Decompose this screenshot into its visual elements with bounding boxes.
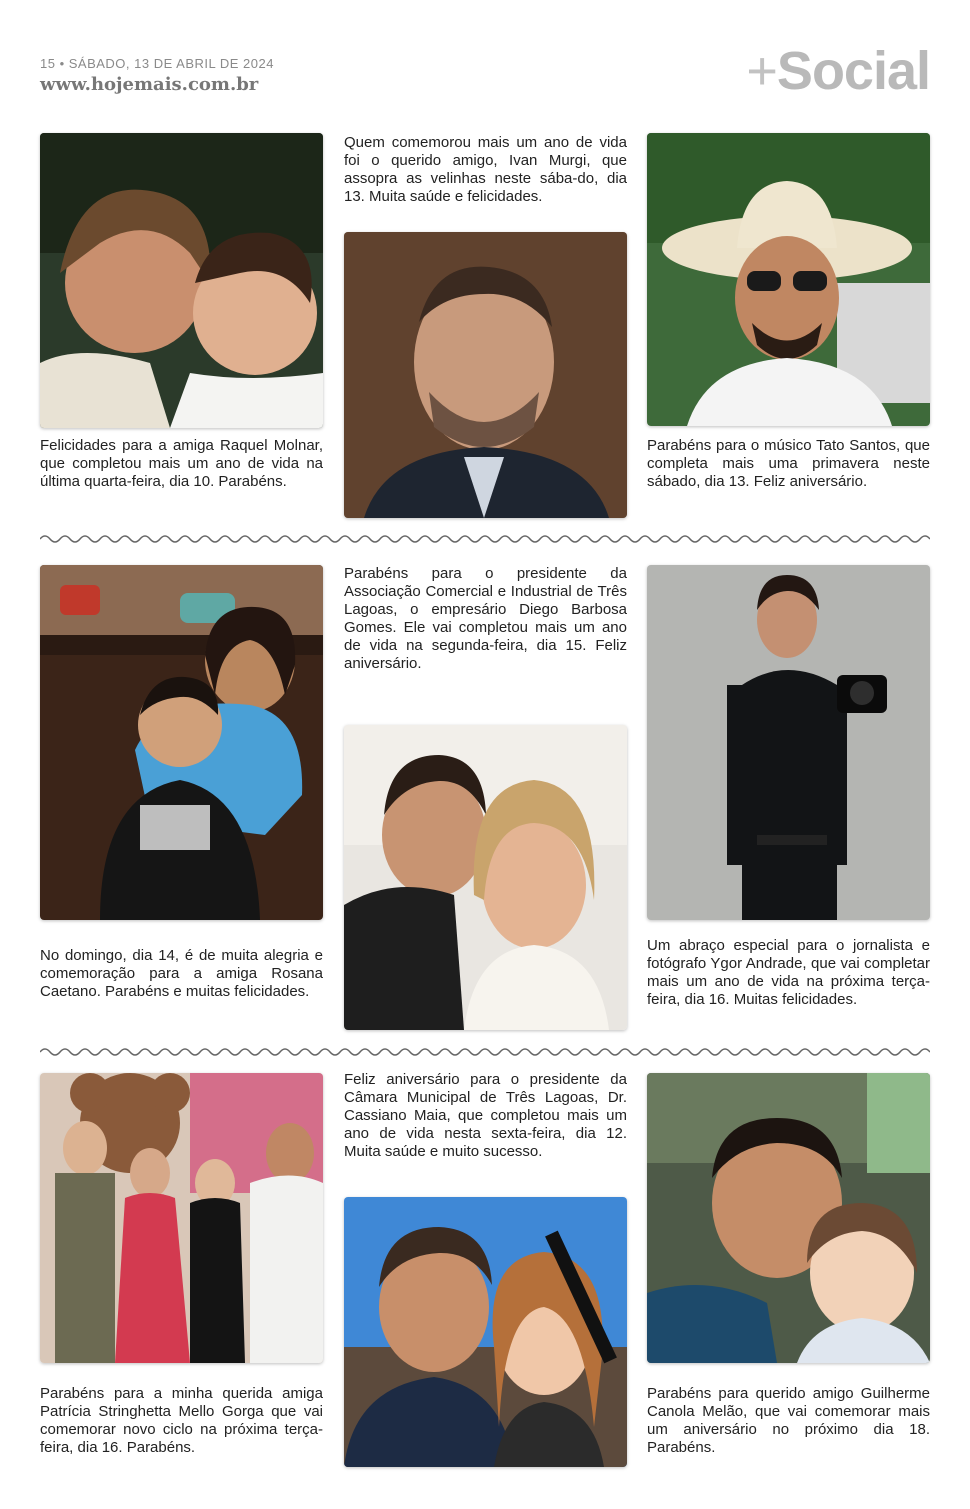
page-date-line: 15 • SÁBADO, 13 DE ABRIL DE 2024 (40, 56, 274, 71)
caption-patricia-gorga: Parabéns para a minha querida amiga Patrícia Stringhetta Mello Gorga que vai comemorar novo ciclo na próxima terça-feira, dia 16. Parabéns. (40, 1385, 323, 1456)
section-logo (746, 40, 930, 102)
caption-rosana-caetano: No domingo, dia 14, é de muita alegria e comemoração para a amiga Rosana Caetano. Parabéns e muitas felicidades. (40, 947, 323, 1000)
photo-rosana-caetano (40, 565, 323, 920)
photo-ivan-murgi (344, 232, 627, 518)
caption-cassiano-maia: Feliz aniversário para o presidente da Câmara Municipal de Três Lagoas, Dr. Cassiano Maia, que completou mais um ano de vida nesta sexta-feira, dia 12. Muita saúde e muito sucesso. (344, 1071, 627, 1160)
photo-ygor-andrade (647, 565, 930, 920)
photo-raquel-molnar (40, 133, 323, 428)
caption-raquel-molnar: Felicidades para a amiga Raquel Molnar, que completou mais um ano de vida na última quarta-feira, dia 10. Parabéns. (40, 437, 323, 490)
brand-plus: + (746, 41, 777, 101)
brand-name: Social (776, 41, 930, 101)
caption-ygor-andrade: Um abraço especial para o jornalista e fotógrafo Ygor Andrade, que vai completar mais um ano de vida na próxima terça-feira, dia 16. Muitas felicidades. (647, 937, 930, 1008)
section-divider-1 (40, 533, 930, 545)
section-divider-2 (40, 1046, 930, 1058)
photo-patricia-gorga (40, 1073, 323, 1363)
caption-diego-barbosa-gomes: Parabéns para o presidente da Associação Comercial e Industrial de Três Lagoas, o empresário Diego Barbosa Gomes. Ele vai completou mais um ano de vida na segunda-feira, dia 15. Feliz aniversário. (344, 565, 627, 672)
caption-tato-santos: Parabéns para o músico Tato Santos, que completa mais uma primavera neste sábado, dia 13. Feliz aniversário. (647, 437, 930, 490)
photo-guilherme-melao (647, 1073, 930, 1363)
site-url: www.hojemais.com.br (40, 74, 259, 95)
photo-tato-santos (647, 133, 930, 426)
caption-guilherme-melao: Parabéns para querido amigo Guilherme Canola Melão, que vai comemorar mais um aniversário no próximo dia 18. Parabéns. (647, 1385, 930, 1456)
caption-ivan-murgi: Quem comemorou mais um ano de vida foi o querido amigo, Ivan Murgi, que assopra as velinhas neste sába-do, dia 13. Muita saúde e felicidades. (344, 134, 627, 205)
photo-diego-barbosa-gomes (344, 725, 627, 1030)
photo-cassiano-maia (344, 1197, 627, 1467)
